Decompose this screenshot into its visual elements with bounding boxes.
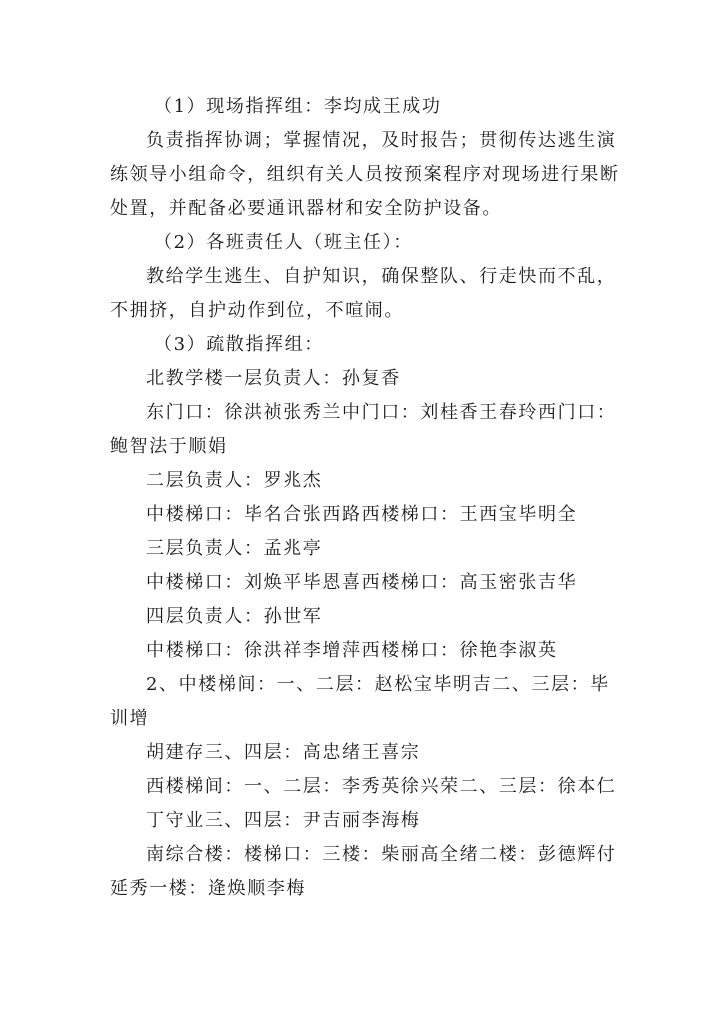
paragraph-line: 三层负责人：孟兆亭 (146, 538, 323, 559)
paragraph-line: 北教学楼一层负责人：孙复香 (146, 368, 401, 389)
document-body (110, 90, 630, 906)
paragraph-line: 西楼梯间：一、二层：李秀英徐兴荣二、三层：徐本仁 (146, 776, 617, 797)
paragraph-line: 练领导小组命令，组织有关人员按预案程序对现场进行果断 (110, 164, 620, 185)
paragraph-line: 2、中楼梯间：一、二层：赵松宝毕明吉二、三层：毕 (146, 674, 610, 695)
paragraph-line: 四层负责人：孙世军 (146, 606, 323, 627)
paragraph-line: 教给学生逃生、自护知识，确保整队、行走快而不乱， (146, 266, 617, 287)
paragraph-line: 丁守业三、四层：尹吉丽李海梅 (146, 810, 421, 831)
paragraph-line: （3）疏散指挥组： (154, 334, 324, 355)
paragraph-line: 中楼梯口：刘焕平毕恩喜西楼梯口：高玉密张吉华 (146, 572, 578, 593)
paragraph-line: 训增 (110, 708, 150, 729)
paragraph-line: 南综合楼：楼梯口：三楼：柴丽高全绪二楼：彭德辉付 (146, 844, 617, 865)
paragraph-line: 中楼梯口：徐洪祥李增萍西楼梯口：徐艳李淑英 (146, 640, 558, 661)
paragraph-line: （1）现场指挥组：李均成王成功 (154, 96, 442, 117)
paragraph-line: 鲍智法于顺娟 (110, 436, 228, 457)
paragraph-line: 处置，并配备必要通讯器材和安全防护设备。 (110, 198, 502, 219)
paragraph-line: 二层负责人：罗兆杰 (146, 470, 323, 491)
paragraph-line: 延秀一楼：逄焕顺李梅 (110, 878, 306, 899)
paragraph-line: 不拥挤，自护动作到位，不喧闹。 (110, 300, 404, 321)
paragraph-line: 胡建存三、四层：高忠绪王喜宗 (146, 742, 421, 763)
paragraph-line: （2）各班责任人（班主任）： (154, 232, 413, 253)
paragraph-line: 中楼梯口：毕名合张西路西楼梯口：王西宝毕明全 (146, 504, 578, 525)
paragraph-line: 负责指挥协调；掌握情况，及时报告；贯彻传达逃生演 (146, 130, 617, 151)
paragraph-line: 东门口：徐洪祯张秀兰中门口：刘桂香王春玲西门口： (146, 402, 617, 423)
